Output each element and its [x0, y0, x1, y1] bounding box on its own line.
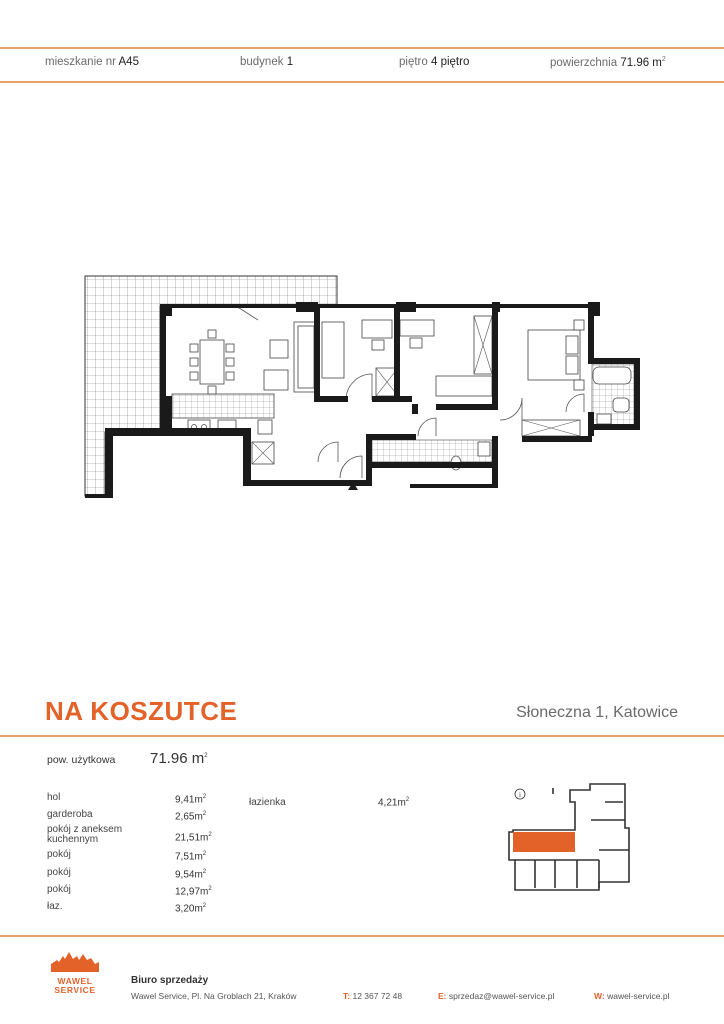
bathroom-area: $4,21m^2$	[378, 797, 410, 809]
project-name: NA KOSZUTCE	[45, 696, 238, 726]
wawel-service-logo	[47, 950, 103, 995]
room-name: pokój	[47, 849, 71, 860]
room-name: łaz.	[47, 901, 63, 912]
wardrobe	[252, 442, 274, 464]
room-area: $7,51m^2$	[175, 851, 207, 863]
room-area: $3,20m^2$	[175, 903, 207, 915]
room-name: pokój	[47, 867, 71, 878]
header-bottom-rule	[0, 81, 724, 83]
office-phone[interactable]: T: 12 367 72 48	[343, 991, 403, 1001]
room-name: garderoba	[47, 809, 93, 820]
castle-icon	[49, 950, 101, 972]
office-website[interactable]: W: wawel-service.pl	[594, 991, 670, 1001]
hall-tiles	[372, 440, 492, 462]
section-rule	[0, 735, 724, 737]
building-key-plan	[495, 780, 635, 900]
apartment-number: mieszkanie nr A45	[45, 56, 139, 68]
apartment-highlight	[513, 832, 575, 852]
room-area: $2,65m^2$	[175, 811, 207, 823]
floor-plan	[0, 90, 724, 520]
office-email[interactable]: E: sprzedaz@wawel-service.pl	[438, 991, 555, 1001]
logo-line1: WAWEL	[57, 976, 93, 986]
floor-number: piętro 4 piętro	[399, 56, 470, 68]
apartment-area: powierzchnia 71.96 $m^2$	[550, 56, 666, 69]
project-address: Słoneczna 1, Katowice	[516, 704, 678, 721]
building-number: budynek 1	[240, 56, 294, 68]
info-icon-label: i	[519, 791, 521, 799]
bathroom-name: łazienka	[249, 797, 286, 808]
room-name: pokój	[47, 884, 71, 895]
header-top-rule	[0, 47, 724, 49]
sales-office-title: Biuro sprzedaży	[131, 975, 209, 986]
usable-area-label: pow. użytkowa	[47, 754, 116, 766]
office-address: Wawel Service, Pl. Na Groblach 21, Kraków	[131, 991, 297, 1001]
room-name: pokój z aneksem kuchennym	[47, 824, 123, 845]
logo-line2: SERVICE	[54, 985, 96, 995]
room-area: $12,97m^2$	[175, 886, 212, 898]
room-area: $21,51m^2$	[175, 832, 212, 844]
usable-area-value: 71.96 $m^2$	[150, 750, 208, 767]
room-name: hol	[47, 792, 61, 803]
room-area: $9,41m^2$	[175, 794, 207, 806]
footer-rule	[0, 935, 724, 937]
room-area: $9,54m^2$	[175, 869, 207, 881]
bathroom-tiles	[592, 364, 634, 426]
